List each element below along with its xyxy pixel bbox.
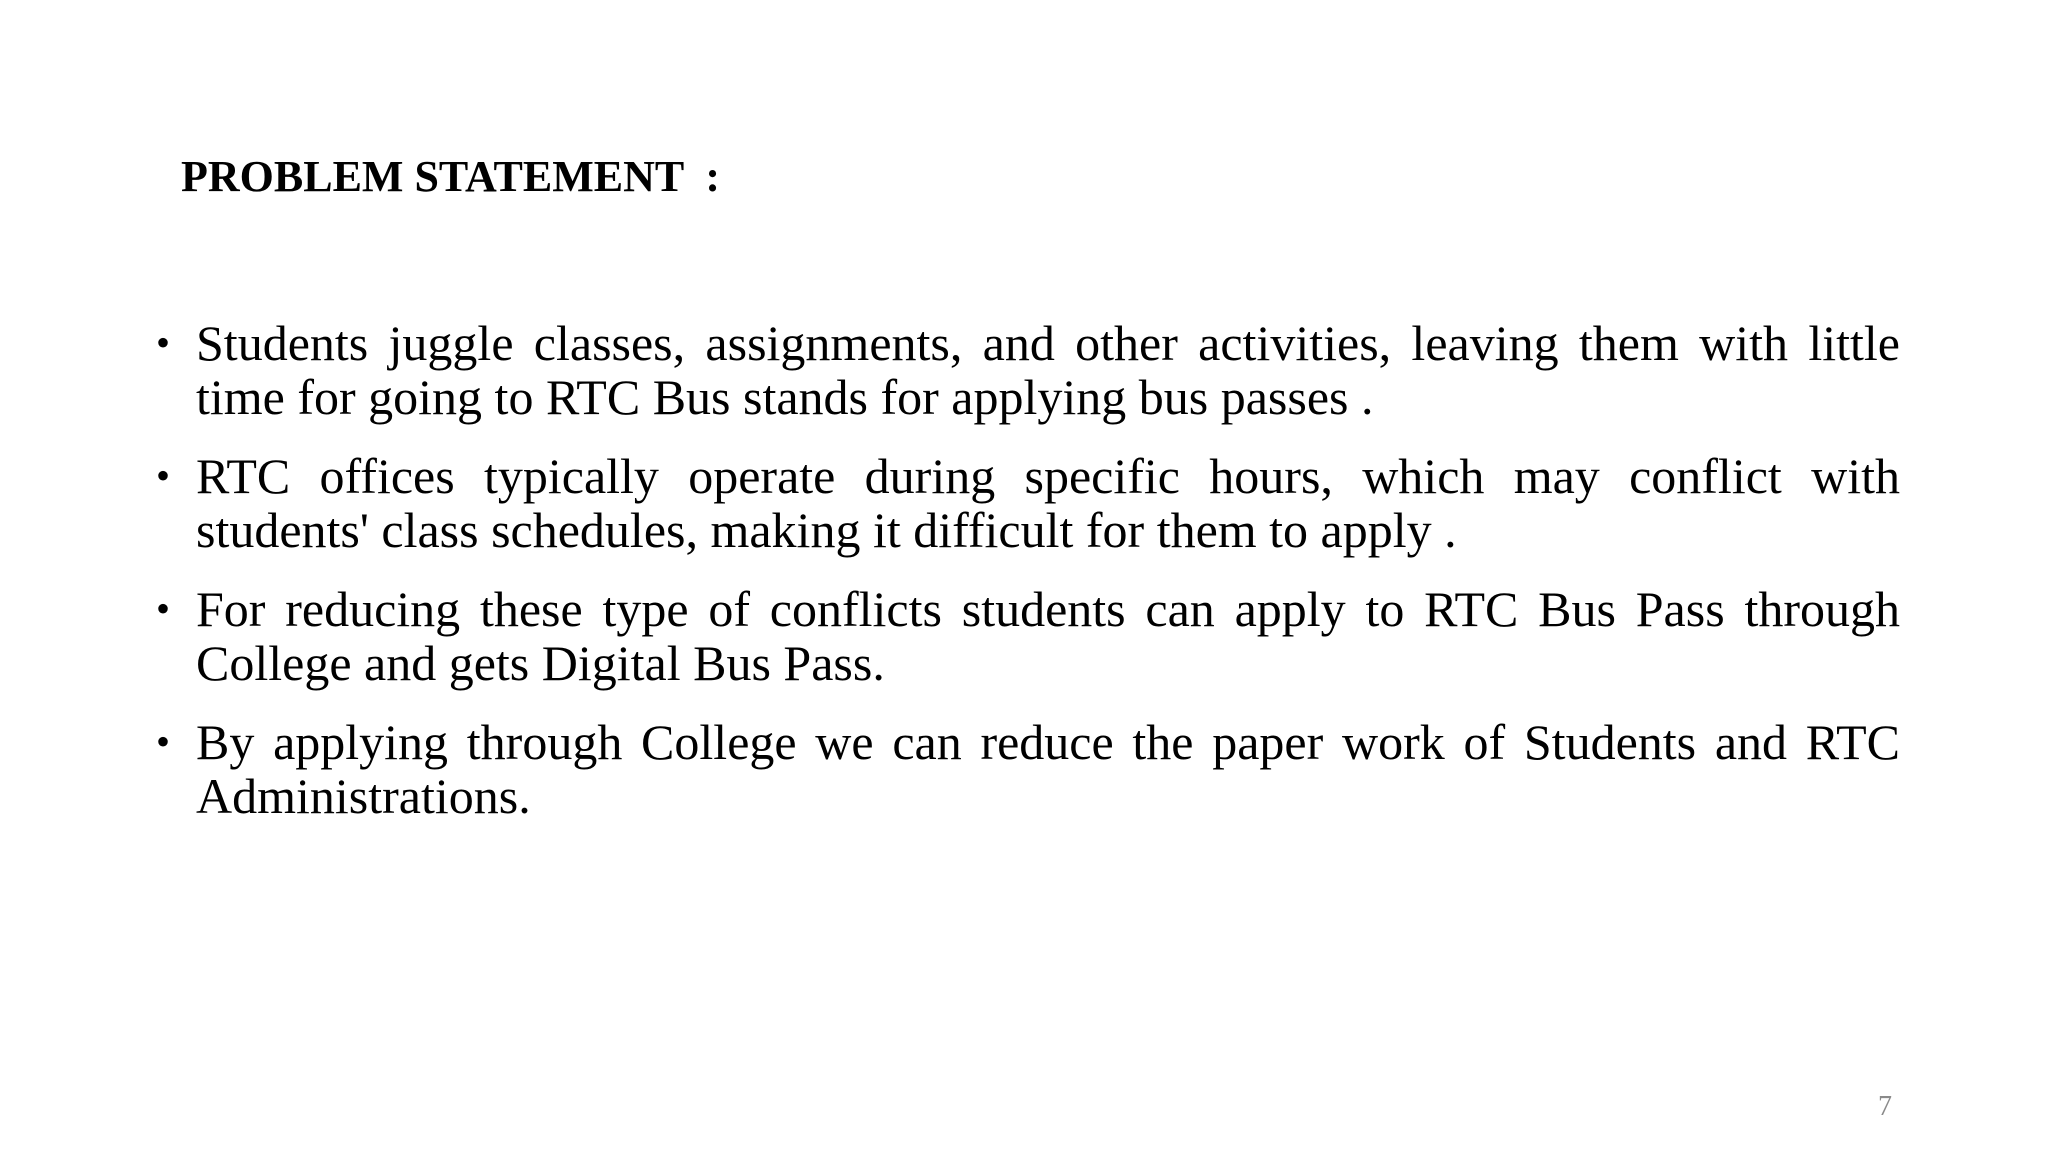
bullet-dot-icon: • [156, 586, 171, 631]
bullet-text: Students juggle classes, assignments, and other activities, leaving them with little time for going to RTC Bus stands for applying bus passes . [196, 315, 1900, 425]
bullet-dot-icon: • [156, 453, 171, 498]
bullet-text: By applying through College we can reduce the paper work of Students and RTC Administrations. [196, 714, 1900, 824]
bullet-list [156, 315, 1900, 848]
page-number: 7 [1878, 1091, 1892, 1122]
bullet-item-3 [156, 581, 1900, 691]
bullet-item-2 [156, 448, 1900, 558]
slide-title: PROBLEM STATEMENT : [181, 152, 721, 201]
bullet-text: For reducing these type of conflicts students can apply to RTC Bus Pass through College and gets Digital Bus Pass. [196, 581, 1900, 691]
bullet-dot-icon: • [156, 719, 171, 764]
bullet-item-1 [156, 315, 1900, 425]
bullet-dot-icon: • [156, 320, 171, 365]
bullet-text: RTC offices typically operate during specific hours, which may conflict with students' class schedules, making it difficult for them to apply . [196, 448, 1900, 558]
bullet-item-4 [156, 714, 1900, 824]
